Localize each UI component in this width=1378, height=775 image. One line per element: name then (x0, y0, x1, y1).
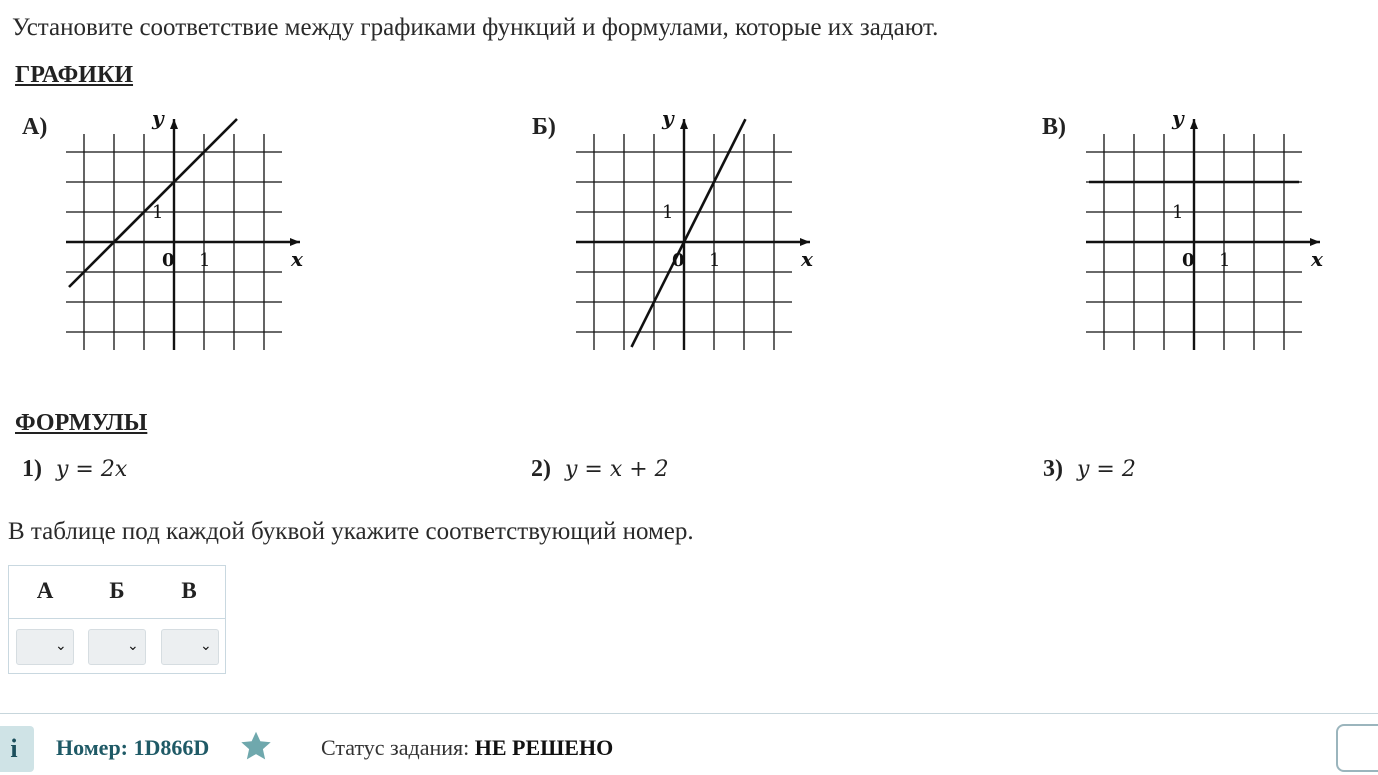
x-axis-label: x (801, 247, 813, 271)
y-axis-arrow (680, 119, 688, 129)
origin-label: 0 (1182, 250, 1195, 271)
header-a: А (36, 578, 54, 603)
y-axis-arrow (170, 119, 178, 129)
task-number: Номер: 1D866D (56, 735, 210, 760)
formula-2 (531, 456, 669, 483)
origin-label: 0 (162, 250, 175, 271)
function-line (632, 119, 746, 347)
formula-3-expression: y = 2 (1077, 457, 1136, 482)
formula-3 (1043, 456, 1136, 483)
graph-a-label: А) (22, 114, 48, 140)
y-tick-label: 1 (662, 202, 674, 223)
formula-2-number: 2) (531, 456, 551, 482)
formula-1-number: 1) (22, 456, 42, 482)
task-status (321, 735, 613, 761)
x-tick-label: 1 (1219, 250, 1231, 271)
graph-a-plot (14, 108, 344, 368)
formula-1-expression: y = 2x (56, 457, 128, 482)
chevron-down-icon: ⌄ (200, 638, 212, 654)
graph-c-plot (1034, 108, 1364, 368)
graph-b-label: Б) (532, 114, 556, 140)
y-tick-label: 1 (152, 202, 164, 223)
header-c: В (181, 578, 197, 603)
formula-3-number: 3) (1043, 456, 1063, 482)
y-axis-label: y (1172, 108, 1184, 130)
chevron-down-icon: ⌄ (55, 638, 67, 654)
formulas-heading: ФОРМУЛЫ (15, 410, 148, 436)
info-button[interactable]: i (0, 726, 34, 772)
graph-c (1034, 108, 1364, 368)
x-axis-label: x (291, 247, 303, 271)
answer-select-a[interactable] (16, 629, 74, 665)
x-axis-arrow (800, 238, 810, 246)
star-icon[interactable] (238, 728, 274, 764)
graph-b (524, 108, 854, 368)
answer-select-c[interactable] (161, 629, 219, 665)
x-tick-label: 1 (709, 250, 721, 271)
task-instruction: Установите соответствие между графиками функций и формулами, которые их задают. (12, 14, 939, 41)
formula-1 (22, 456, 127, 483)
graph-a (14, 108, 344, 368)
origin-label: 0 (672, 250, 685, 271)
header-b: Б (109, 578, 125, 603)
status-value: НЕ РЕШЕНО (474, 735, 614, 760)
table-instruction: В таблице под каждой буквой укажите соответствующий номер. (8, 518, 694, 545)
graph-c-label: В) (1042, 114, 1066, 140)
y-axis-label: y (152, 108, 164, 130)
status-label: Статус задания: (321, 735, 470, 760)
x-axis-label: x (1311, 247, 1323, 271)
footer-divider (0, 713, 1378, 714)
x-tick-label: 1 (199, 250, 211, 271)
formula-2-expression: y = x + 2 (565, 457, 669, 482)
chevron-down-icon: ⌄ (127, 638, 139, 654)
graphs-heading: ГРАФИКИ (15, 62, 134, 88)
answer-table (8, 565, 226, 674)
corner-action-button[interactable] (1336, 724, 1378, 772)
x-axis-arrow (1310, 238, 1320, 246)
x-axis-arrow (290, 238, 300, 246)
answer-select-b[interactable] (88, 629, 146, 665)
y-axis-arrow (1190, 119, 1198, 129)
answer-table-header (9, 566, 225, 619)
graph-b-plot (524, 108, 854, 368)
y-axis-label: y (662, 108, 674, 130)
y-tick-label: 1 (1172, 202, 1184, 223)
